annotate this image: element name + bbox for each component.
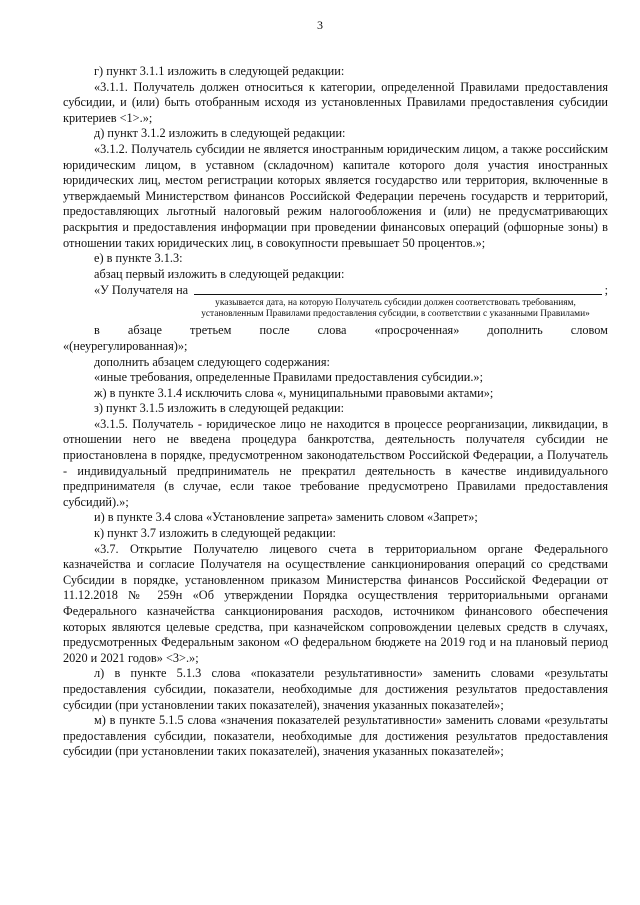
item-i: и) в пункте 3.4 слова «Установление запрета» заменить словом «Запрет»; <box>94 510 478 525</box>
fill-in-prefix: «У Получателя на <box>94 282 189 297</box>
fill-in-blank <box>194 282 601 295</box>
item-m: м) в пункте 5.1.5 слова «значения показателей результативности» заменить словами «результаты предоставления субсидии, показатели, необходимые для достижения результатов предоставления субсидии (при установлении таких показателей), значения указанных показателей»; <box>63 713 608 759</box>
fill-in-note: указывается дата, на которую Получатель субсидии должен соответствовать требованиям, установленным Правилами предоставления субсидии, в соответствии с указанными Правилами» <box>201 298 590 320</box>
unsettled-word: «(неурегулированная)»; <box>63 338 188 353</box>
first-paragraph-note: абзац первый изложить в следующей редакции: <box>94 266 345 281</box>
clause-3-1-2: «3.1.2. Получатель субсидии не является иностранным юридическим лицом, а также российским юридическим лицом, в уставном (складочном) капитале которого доля участия иностранных юридических лиц, местом регистрации которых является государство или территория, включенные в утверждаемый Министерством финансов Российской Федерации перечень государств и территорий, предоставляющих льготный налоговый режим налогообложения и (или) не предусматривающих раскрытия и предоставления информации при проведении финансовых операций (офшорные зоны) в отношении таких юридических лиц, в совокупности превышает 50 процентов.»; <box>63 141 608 250</box>
spread-line <box>63 323 608 339</box>
spread-word: словом <box>570 323 608 338</box>
add-paragraph-note: дополнить абзацем следующего содержания: <box>94 354 330 369</box>
spread-word: абзаце <box>127 323 162 338</box>
document-body <box>63 64 608 760</box>
spread-word: после <box>259 323 290 338</box>
spread-word: слова <box>317 323 347 338</box>
page-number: 3 <box>317 18 323 32</box>
spread-word: в <box>94 323 100 338</box>
item-g: г) пункт 3.1.1 изложить в следующей редакции: <box>94 64 345 78</box>
item-zh: ж) в пункте 3.1.4 исключить слова «, муниципальными правовыми актами»; <box>94 385 494 400</box>
clause-3-1-1: «3.1.1. Получатель должен относиться к категории, определенной Правилами предоставления субсидии, и (или) быть отобранным исходя из установленных Правилами предоставления субсидии критериев <1>.»; <box>63 79 608 125</box>
clause-3-1-5: «3.1.5. Получатель - юридическое лицо не находится в процессе реорганизации, ликвидации, в отношении него не введена процедура банкротства, деятельность получателя субсидии не приостановлена в порядке, предусмотренном законодательством Российской Федерации, а Получатель - индивидуальный предприниматель не прекратил деятельность в качестве индивидуального предпринимателя (в случае, если такое требование предусмотрено Правилами предоставления субсидий).»; <box>63 416 608 509</box>
fill-in-suffix: ; <box>604 282 608 297</box>
fill-in-line <box>63 282 608 298</box>
spread-word: «просроченная» <box>374 323 460 338</box>
item-d: д) пункт 3.1.2 изложить в следующей редакции: <box>94 126 346 141</box>
spread-word: дополнить <box>487 323 543 338</box>
other-requirements: «иные требования, определенные Правилами предоставления субсидии.»; <box>94 370 483 385</box>
item-l: л) в пункте 5.1.3 слова «показатели результативности» заменить словами «результаты предоставления субсидии, показатели, необходимые для достижения результатов предоставления субсидии (при установлении таких показателей), значения указанных показателей»; <box>63 666 608 712</box>
item-k: к) пункт 3.7 изложить в следующей редакции: <box>94 526 336 541</box>
item-z: з) пункт 3.1.5 изложить в следующей редакции: <box>94 401 345 416</box>
item-e: е) в пункте 3.1.3: <box>94 251 183 266</box>
clause-3-7: «3.7. Открытие Получателю лицевого счета в территориальном органе Федерального казначейства и согласие Получателя на осуществление санкционирования операций со средствами Субсидии в порядке, установленном приказом Министерства финансов Российской Федерации от 11.12.2018 № 259н «Об утверждении Порядка осуществления территориальными органами Федерального казначейства санкционирования расходов, источником финансового обеспечения которых являются целевые средства, при казначейском сопровождении целевых средств в случаях, предусмотренных Федеральным законом «О федеральном бюджете на 2019 год и на плановый период 2020 и 2021 годов» <3>.»; <box>63 541 608 665</box>
spread-word: третьем <box>190 323 232 338</box>
